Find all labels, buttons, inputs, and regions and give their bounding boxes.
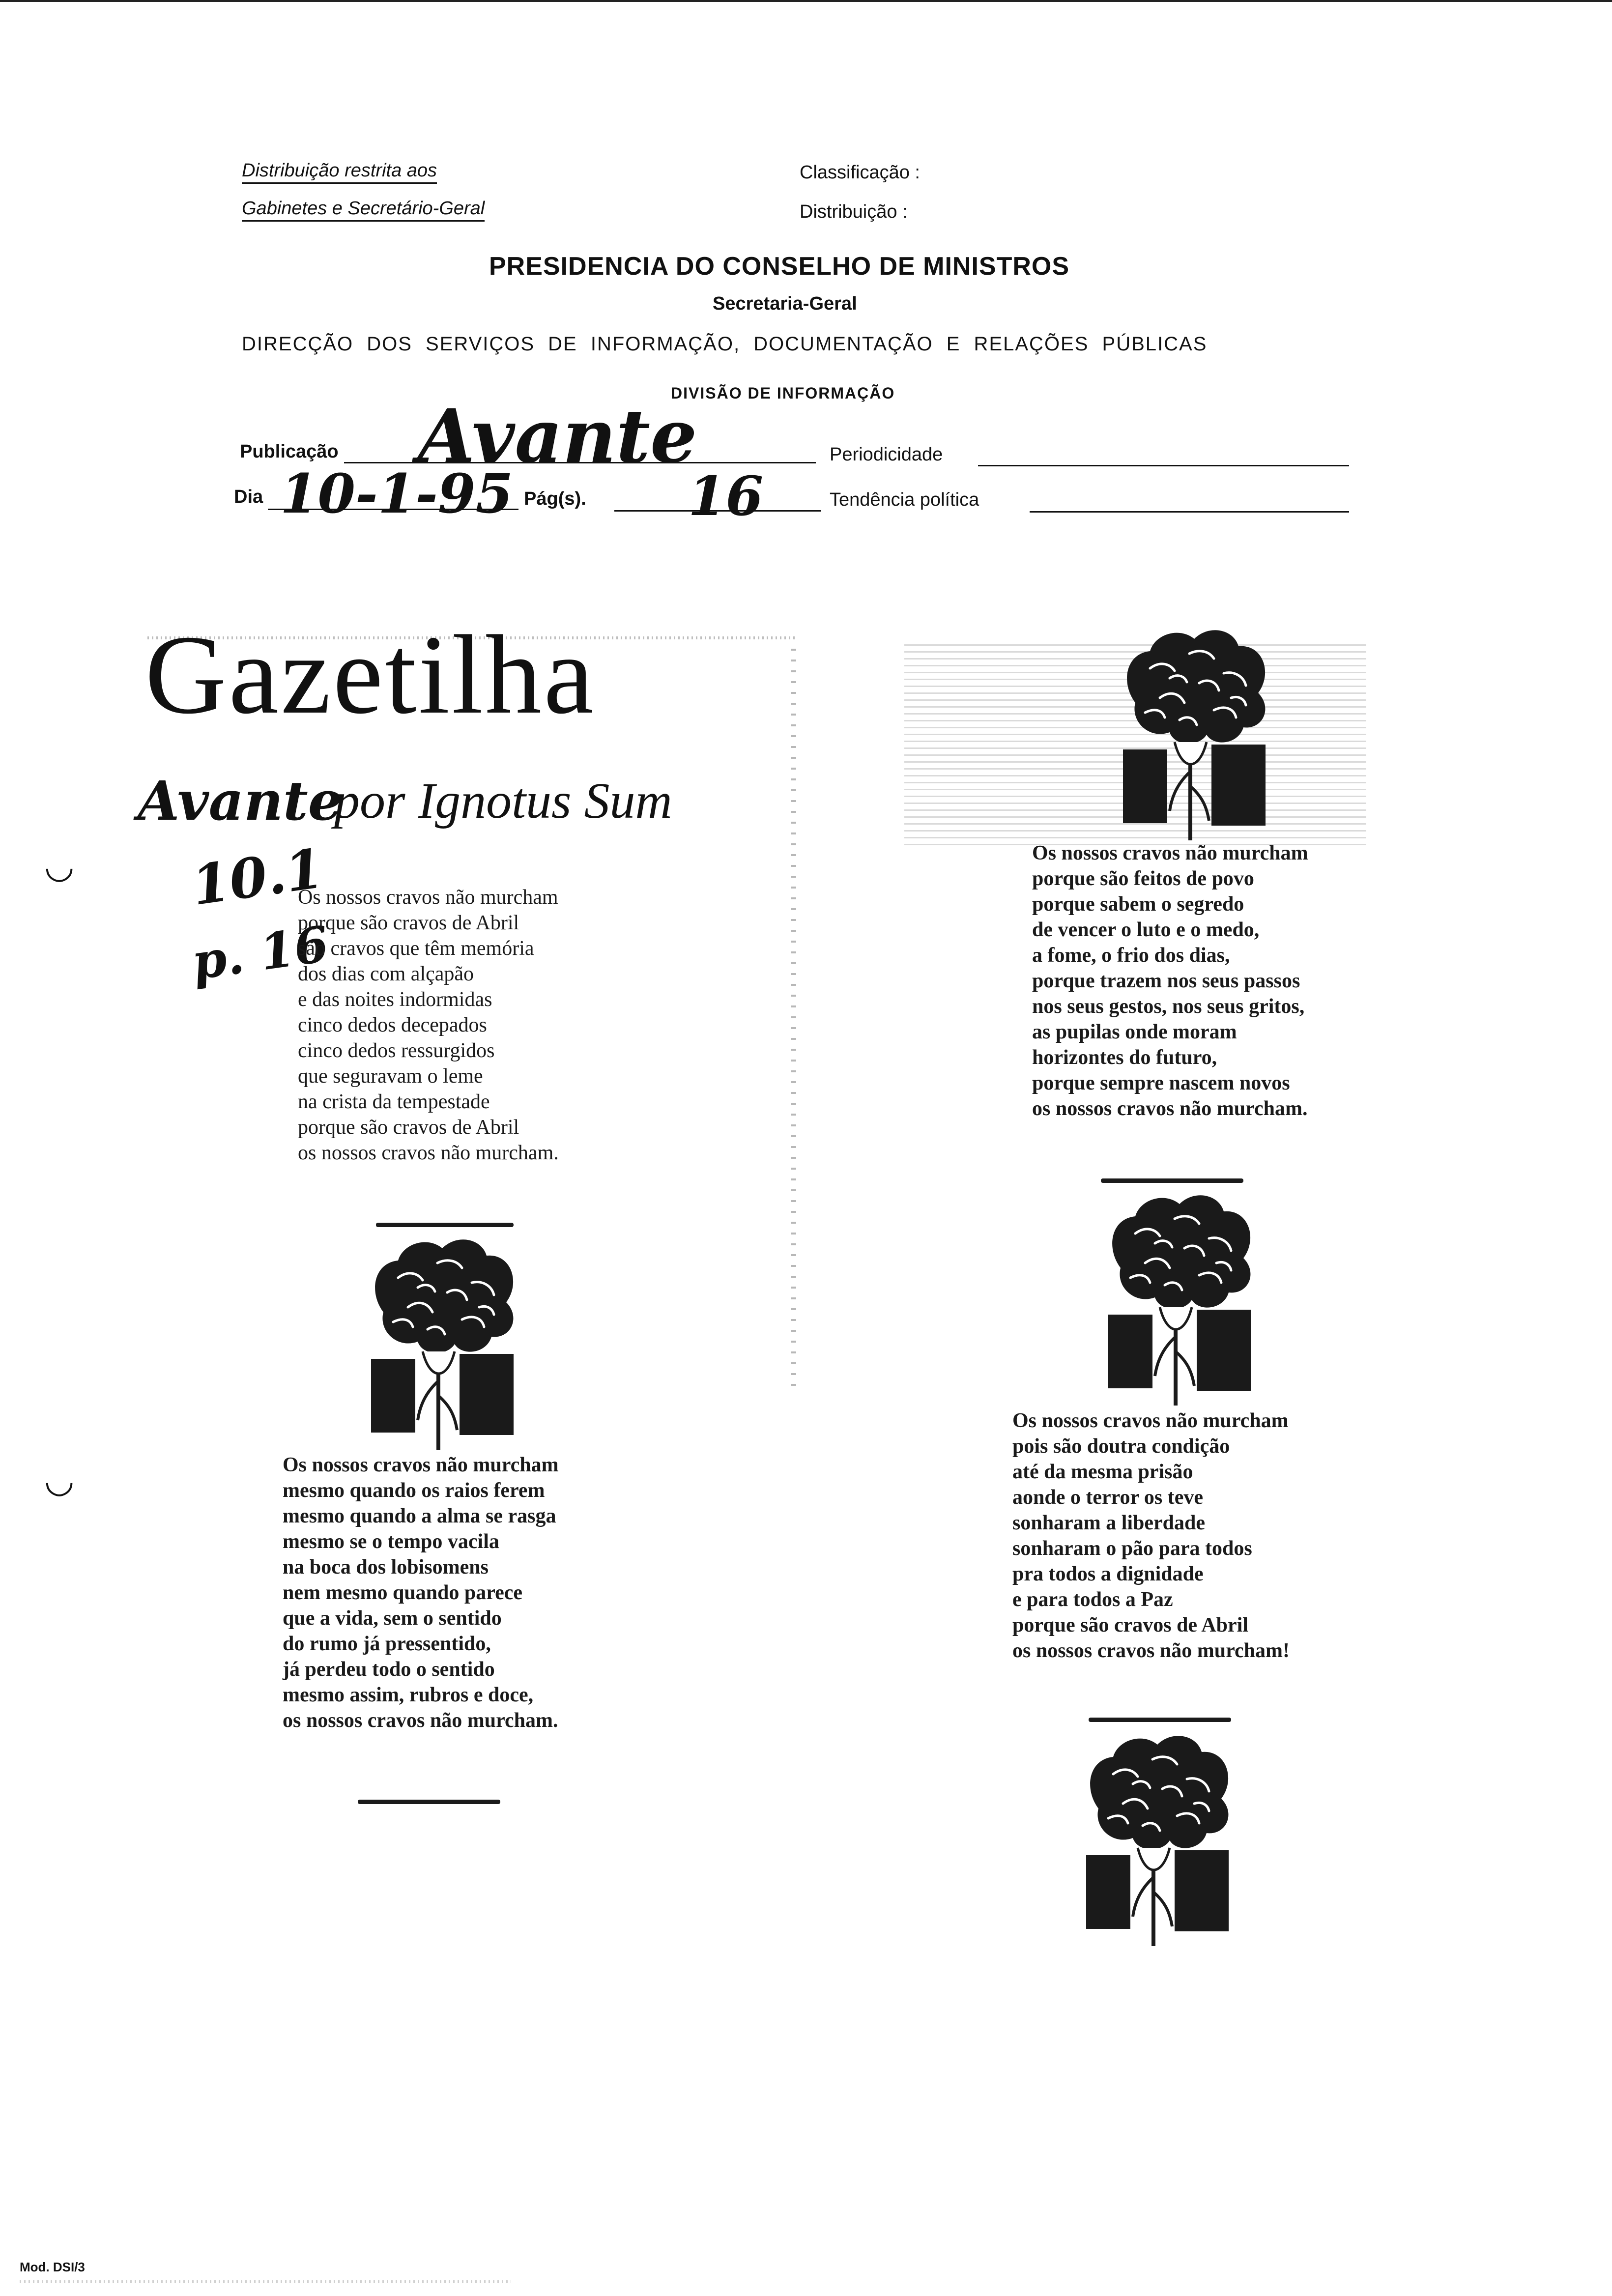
restricted-line-2: Gabinetes e Secretário-Geral [242, 198, 485, 222]
dia-label: Dia [234, 487, 263, 507]
carnation-icon [364, 1234, 521, 1450]
poem-3: Os nossos cravos não murcham porque são feitos de povo porque sabem o segredo de vencer o luto e o medo, a fome, o frio dos dias, porque trazem nos seus passos nos seus gestos, nos seus gritos, as pupilas onde moram horizontes do futuro, porque sempre nascem novos os nossos cravos não murcham. [1032, 842, 1308, 1120]
headline: Gazetilha [145, 612, 596, 737]
org-subtitle: Secretaria-Geral [713, 293, 857, 314]
carnation-icon [1116, 624, 1273, 840]
handwritten-margin-page: p. 16 [188, 915, 332, 991]
publicacao-label: Publicação [240, 441, 339, 462]
classificacao-label: Classificação : [800, 162, 920, 183]
periodicidade-line [978, 465, 1349, 466]
margin-bracket-mark: ◡ [44, 845, 75, 886]
top-rule [0, 0, 1612, 2]
periodicidade-label: Periodicidade [830, 444, 943, 465]
margin-bracket-mark: ◡ [44, 1460, 75, 1500]
rule-bar [358, 1800, 500, 1804]
restricted-line-1: Distribuição restrita aos [242, 160, 437, 184]
distribuicao-label: Distribuição : [800, 201, 908, 222]
pags-handwritten: 16 [688, 464, 764, 528]
carnation-icon [1101, 1189, 1258, 1406]
model-code: Mod. DSI/3 [20, 2260, 85, 2274]
poem-2: Os nossos cravos não murcham mesmo quando os raios ferem mesmo quando a alma se rasga mesmo se o tempo vacila na boca dos lobisomens nem mesmo quando parece que a vida, sem o sentido do rumo já pressentido, já perdeu todo o sentido mesmo assim, rubros e doce, os nossos cravos não murcham. [283, 1454, 559, 1732]
tendencia-line [1030, 511, 1349, 513]
rule-bar [376, 1223, 514, 1227]
handwritten-margin-date: 10.1 [188, 836, 327, 918]
rule-bar [1089, 1718, 1231, 1722]
tendencia-label: Tendência política [830, 489, 979, 510]
poem-4: Os nossos cravos não murcham pois são doutra condição até da mesma prisão aonde o terror os teve sonharam a liberdade sonharam o pão para todos pra todos a dignidade e para todos a Paz porque são cravos de Abril os nossos cravos não murcham! [1012, 1409, 1290, 1662]
dia-handwritten: 10-1-95 [280, 462, 513, 525]
carnation-icon [1079, 1730, 1236, 1946]
handwritten-byline-note: Avante [138, 769, 343, 832]
poem-1: Os nossos cravos não murcham porque são cravos de Abril são cravos que têm memória dos dias com alçapão e das noites indormidas cinco dedos decepados cinco dedos ressurgidos que seguravam o leme na crista da tempestade porque são cravos de Abril os nossos cravos não murcham. [298, 886, 559, 1164]
byline: por Ignotus Sum [334, 773, 672, 829]
scan-noise [20, 2280, 511, 2283]
org-title: PRESIDENCIA DO CONSELHO DE MINISTROS [489, 252, 1070, 281]
pags-label: Pág(s). [524, 488, 586, 509]
division-label: DIVISÃO DE INFORMAÇÃO [671, 384, 895, 402]
publicacao-handwritten: Avante [418, 393, 697, 480]
column-rule [791, 649, 796, 1386]
rule-bar [1101, 1178, 1243, 1183]
directorate: DIRECÇÃO DOS SERVIÇOS DE INFORMAÇÃO, DOCUMENTAÇÃO E RELAÇÕES PÚBLICAS [242, 333, 1208, 355]
